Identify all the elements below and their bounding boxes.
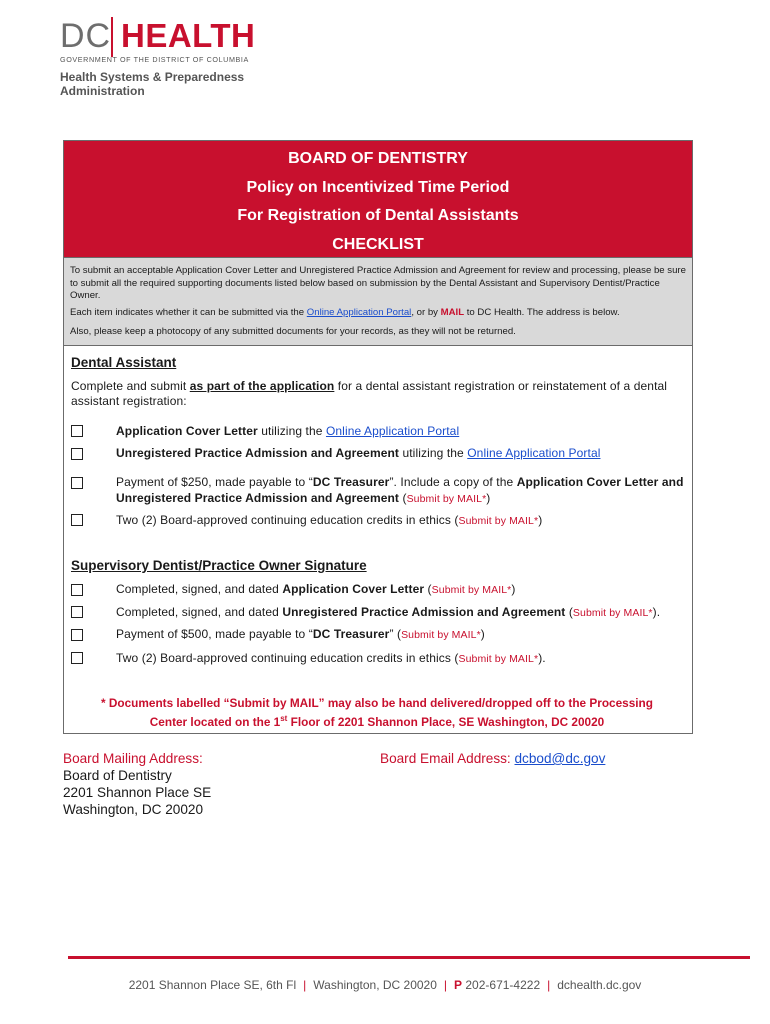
- da-item-2-link[interactable]: Online Application Portal: [467, 446, 601, 460]
- email-label: Board Email Address:: [380, 751, 515, 766]
- mail-note-line-1: * Documents labelled “Submit by MAIL” may also be hand delivered/dropped off to the Processing: [101, 696, 653, 710]
- intro-panel: [64, 257, 692, 346]
- desc-text: Complete and submit: [71, 379, 190, 393]
- da-item-2-bold: Unregistered Practice Admission and Agreement: [116, 446, 400, 460]
- checklist-header: [64, 141, 692, 257]
- logo-government-text: GOVERNMENT OF THE DISTRICT OF COLUMBIA: [60, 55, 249, 64]
- footer-address: 2201 Shannon Place SE, 6th Fl: [128, 978, 297, 992]
- sup-item-2-text: Completed, signed, and dated: [116, 605, 283, 619]
- intro-paragraph-3: Also, please keep a photocopy of any submitted documents for your records, as they will not be returned.: [70, 326, 516, 337]
- sup-item-3-bold: DC Treasurer: [312, 627, 390, 641]
- da-item-4-text-b: ): [538, 513, 543, 527]
- logo-administration: Health Systems & Preparedness Administration: [60, 70, 245, 98]
- footer-phone: 202-671-4222: [462, 978, 541, 992]
- sup-item-4-mail: Submit by MAIL*: [458, 653, 539, 665]
- footer-website[interactable]: dchealth.dc.gov: [557, 978, 642, 992]
- da-item-3-text: Payment of $250, made payable to “: [116, 475, 313, 489]
- header-board: BOARD OF DENTISTRY: [288, 150, 468, 167]
- email-address-block: [380, 750, 605, 767]
- da-item-1-bold: Application Cover Letter: [116, 424, 258, 438]
- sup-item-2-bold: Unregistered Practice Admission and Agreement: [282, 605, 566, 619]
- da-item-3-mail: Submit by MAIL*: [406, 493, 487, 505]
- sup-item-2-text-c: ).: [652, 605, 661, 619]
- sup-item-2-text-b: (: [565, 605, 573, 619]
- sup-item-1-text-c: ): [511, 582, 516, 596]
- footer-divider: [68, 956, 750, 959]
- sup-item-3-mail: Submit by MAIL*: [401, 629, 481, 641]
- note-text: Center located on the 1: [149, 714, 281, 729]
- sup-checkbox-2[interactable]: [71, 606, 83, 618]
- mail-note: [64, 695, 690, 730]
- sup-item-3-text-c: ): [480, 627, 485, 641]
- sup-checkbox-4[interactable]: [71, 652, 83, 664]
- da-checkbox-1[interactable]: [71, 425, 83, 437]
- da-checkbox-4[interactable]: [71, 514, 83, 526]
- note-text-b: Floor of 2201 Shannon Place, SE Washington, DC 20020: [287, 714, 605, 729]
- da-item-3-text-c: (: [399, 491, 407, 505]
- sup-item-3-text-b: ” (: [389, 627, 402, 641]
- sup-item-1-bold: Application Cover Letter: [282, 582, 425, 596]
- da-item-2-text: utilizing the: [399, 446, 468, 460]
- da-item-3-bold-2: Application Cover Letter and Unregistered Practice Admission and Agreement: [116, 475, 684, 505]
- intro-paragraph-2: [64, 303, 692, 320]
- footer-separator: |: [547, 978, 551, 992]
- sup-item-3-text: Payment of $500, made payable to “: [116, 627, 313, 641]
- email-link[interactable]: dcbod@dc.gov: [514, 751, 606, 766]
- da-checkbox-3[interactable]: [71, 477, 83, 489]
- mail-label: MAIL: [440, 306, 465, 318]
- da-item-1-link[interactable]: Online Application Portal: [325, 424, 460, 438]
- footer-phone-label: P: [454, 978, 463, 992]
- sup-item-1-text: Completed, signed, and dated: [116, 582, 283, 596]
- footer-separator: |: [443, 978, 448, 992]
- mailing-label: Board Mailing Address:: [63, 751, 203, 766]
- da-item-3-text-b: ”. Include a copy of the: [389, 475, 517, 489]
- online-portal-link[interactable]: Online Application Portal: [306, 306, 412, 318]
- footer-separator: |: [303, 978, 307, 992]
- sup-checkbox-3[interactable]: [71, 629, 83, 641]
- mail-note-line-2: [64, 711, 690, 730]
- logo-divider: [111, 17, 113, 57]
- sup-item-3: [116, 626, 686, 643]
- sup-checkbox-1[interactable]: [71, 584, 83, 596]
- footer: [0, 978, 770, 992]
- mailing-address: [63, 750, 211, 818]
- header-registration: For Registration of Dental Assistants: [237, 207, 519, 224]
- da-item-1-text: utilizing the: [257, 424, 326, 438]
- supervisory-title: Supervisory Dentist/Practice Owner Signature: [71, 558, 367, 573]
- header-checklist: CHECKLIST: [332, 235, 424, 253]
- sup-item-1-mail: Submit by MAIL*: [431, 584, 512, 596]
- note-superscript: st: [280, 714, 288, 723]
- intro-p2-text-c: to DC Health. The address is below.: [464, 306, 620, 318]
- da-item-3-text-d: ): [486, 491, 491, 505]
- sup-item-4: [116, 650, 686, 667]
- header-policy: Policy on Incentivized Time Period: [246, 178, 510, 196]
- sup-item-2-mail: Submit by MAIL*: [572, 607, 653, 619]
- da-checkbox-2[interactable]: [71, 448, 83, 460]
- mailing-line-3: Washington, DC 20020: [63, 802, 204, 817]
- sup-item-4-text-b: ).: [538, 651, 546, 665]
- sup-item-4-text: Two (2) Board-approved continuing education credits in ethics (: [116, 651, 459, 665]
- da-item-4: [116, 512, 686, 529]
- desc-bold: as part of the application: [189, 379, 335, 393]
- dental-assistant-description: [71, 379, 686, 409]
- sup-item-2: [116, 604, 691, 621]
- da-item-2: [116, 445, 686, 461]
- footer-city: Washington, DC 20020: [313, 978, 437, 992]
- intro-paragraph-1: To submit an acceptable Application Cover Letter and Unregistered Practice Admission and Agreement for review and processing, please be sure to submit all the required supporting documents listed below based on submission by the Dental Assistant and Supervisory Dentist/Practice Owner.: [70, 265, 686, 301]
- logo-dc: DC: [60, 17, 112, 55]
- da-item-4-text: Two (2) Board-approved continuing education credits in ethics (: [116, 513, 459, 527]
- da-item-3: [116, 474, 686, 507]
- mailing-line-1: Board of Dentistry: [63, 768, 172, 783]
- da-item-4-mail: Submit by MAIL*: [458, 515, 539, 527]
- desc-text-b: for a dental assistant registration or reinstatement of a dental assistant registration:: [71, 379, 668, 408]
- intro-p2-text: Each item indicates whether it can be submitted via the: [70, 306, 307, 318]
- mailing-line-2: 2201 Shannon Place SE: [63, 785, 212, 800]
- dental-assistant-title: Dental Assistant: [71, 355, 177, 370]
- da-item-1: [116, 423, 686, 439]
- sup-item-1-text-b: (: [424, 582, 432, 596]
- da-item-3-bold-1: DC Treasurer: [312, 475, 390, 489]
- sup-item-1: [116, 581, 686, 598]
- logo-health: HEALTH: [121, 17, 256, 54]
- intro-p2-text-b: , or by: [411, 306, 441, 318]
